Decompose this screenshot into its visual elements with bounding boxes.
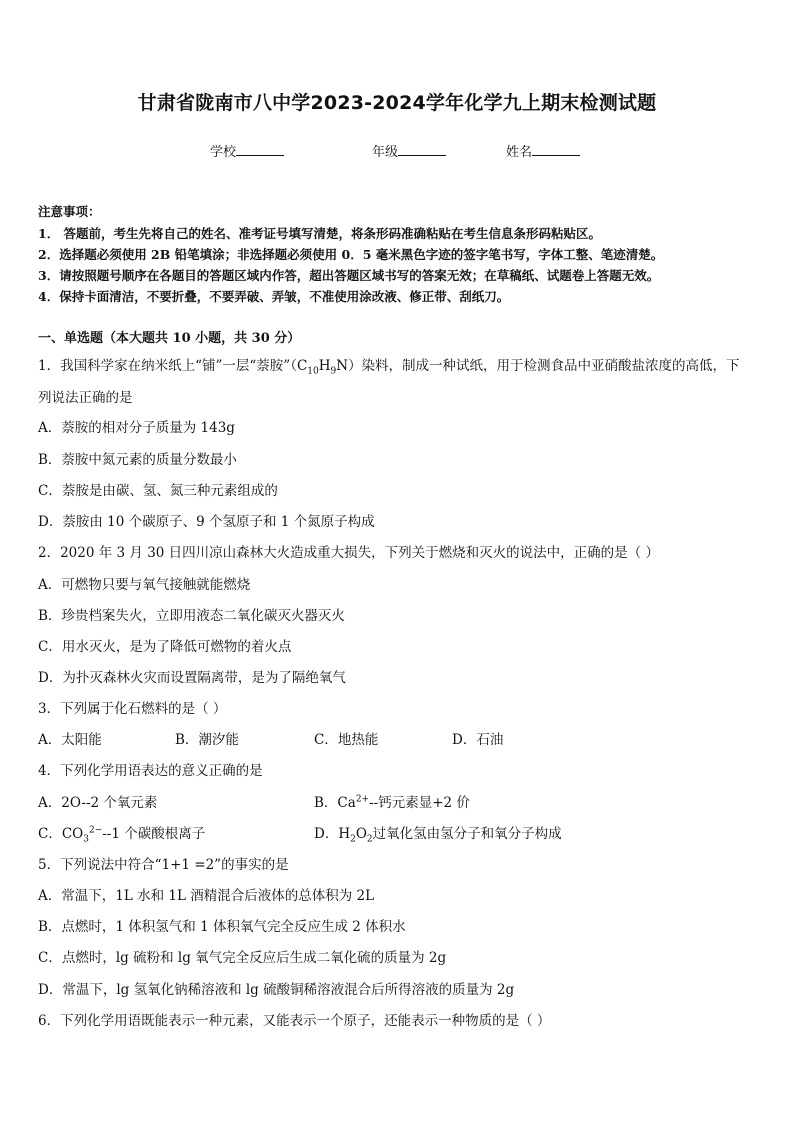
question-5-option-d: D．常温下，lg 氢氧化钠稀溶液和 lg 硫酸铜稀溶液混合后所得溶液的质量为 2g	[38, 982, 515, 998]
question-2-stem: 2．2020 年 3 月 30 日四川凉山森林大火造成重大损失，下列关于燃烧和灭火的说法中，正确的是（ ）	[38, 545, 659, 561]
question-6-stem: 6．下列化学用语既能表示一种元素，又能表示一个原子，还能表示一种物质的是（ ）	[38, 1013, 551, 1029]
notice-item: 3．请按照题号顺序在各题目的答题区域内作答，超出答题区域书写的答案无效；在草稿纸、试题卷上答题无效。	[38, 268, 660, 283]
question-5-option-b: B．点燃时，1 体积氢气和 1 体积氧气完全反应生成 2 体积水	[38, 919, 406, 935]
notice-item: 1． 答题前，考生先将自己的姓名、准考证号填写清楚，将条形码准确粘贴在考生信息条形码粘贴区。	[38, 226, 602, 241]
section-title: 一、单选题（本大题共 10 小题，共 30 分）	[38, 331, 301, 346]
question-1-stem-line2: 列说法正确的是	[38, 390, 133, 406]
question-3-option-d: D．石油	[452, 732, 504, 748]
notice-item: 2．选择题必须使用 2B 铅笔填涂；非选择题必须使用 0．5 毫米黑色字迹的签字笔书写，字体工整、笔迹清楚。	[38, 247, 664, 262]
grade-label: 年级	[372, 145, 399, 160]
grade-field	[372, 141, 446, 160]
question-1-option-c: C．萘胺是由碳、氢、氮三种元素组成的	[38, 483, 278, 499]
school-blank	[236, 143, 284, 156]
name-blank	[532, 143, 580, 156]
name-field	[506, 141, 580, 160]
question-5-option-a: A．常温下，1L 水和 1L 酒精混合后液体的总体积为 2L	[38, 888, 375, 904]
question-4-option-a: A．2O--2 个氧元素	[38, 795, 158, 811]
question-3-option-b: B．潮汐能	[175, 732, 239, 748]
question-1-stem: 1．我国科学家在纳米纸上“铺”一层“萘胺$”(C_{10}H_9N)$染料，制成一种试纸，用于检测食品中亚硝酸盐浓度的高低，下	[38, 358, 740, 377]
question-3-option-c: C．地热能	[314, 732, 379, 748]
grade-blank	[398, 143, 446, 156]
question-5-stem: 5．下列说法中符合“1+1 =2”的事实的是	[38, 857, 289, 873]
question-3-stem: 3．下列属于化石燃料的是（ ）	[38, 701, 227, 717]
question-1-option-b: B．萘胺中氮元素的质量分数最小	[38, 452, 237, 468]
question-4-stem: 4．下列化学用语表达的意义正确的是	[38, 763, 263, 779]
page-title: 甘肃省陇南市八中学2023-2024学年化学九上期末检测试题	[137, 92, 657, 114]
school-label: 学校	[210, 145, 237, 160]
question-5-option-c: C．点燃时，lg 硫粉和 lg 氧气完全反应后生成二氧化硫的质量为 2g	[38, 950, 447, 966]
question-4-option-b: B．$Ca^{2+}--$钙元素显+2 价	[314, 794, 470, 811]
question-2-option-d: D．为扑灭森林火灾而设置隔离带，是为了隔绝氧气	[38, 670, 346, 686]
question-1-option-a: A．萘胺的相对分子质量为 143g	[38, 420, 235, 436]
question-2-option-c: C．用水灭火，是为了降低可燃物的着火点	[38, 639, 292, 655]
question-1-option-d: D．萘胺由 10 个碳原子、9 个氢原子和 1 个氮原子构成	[38, 514, 375, 530]
name-label: 姓名	[506, 145, 533, 160]
question-2-option-b: B．珍贵档案失火，立即用液态二氧化碳灭火器灭火	[38, 608, 345, 624]
school-field	[210, 141, 284, 160]
notice-heading: 注意事项：	[38, 204, 101, 219]
question-4-option-d: D．$H_2O_2$过氧化氢由氢分子和氧分子构成	[314, 826, 562, 845]
question-2-option-a: A．可燃物只要与氧气接触就能燃烧	[38, 577, 251, 593]
question-4-option-c: C．$CO_3^{2-}--1$ 个碳酸根离子	[38, 825, 206, 845]
question-3-option-a: A．太阳能	[38, 732, 102, 748]
notice-item: 4．保持卡面清洁，不要折叠，不要弄破、弄皱，不准使用涂改液、修正带、刮纸刀。	[38, 289, 510, 304]
